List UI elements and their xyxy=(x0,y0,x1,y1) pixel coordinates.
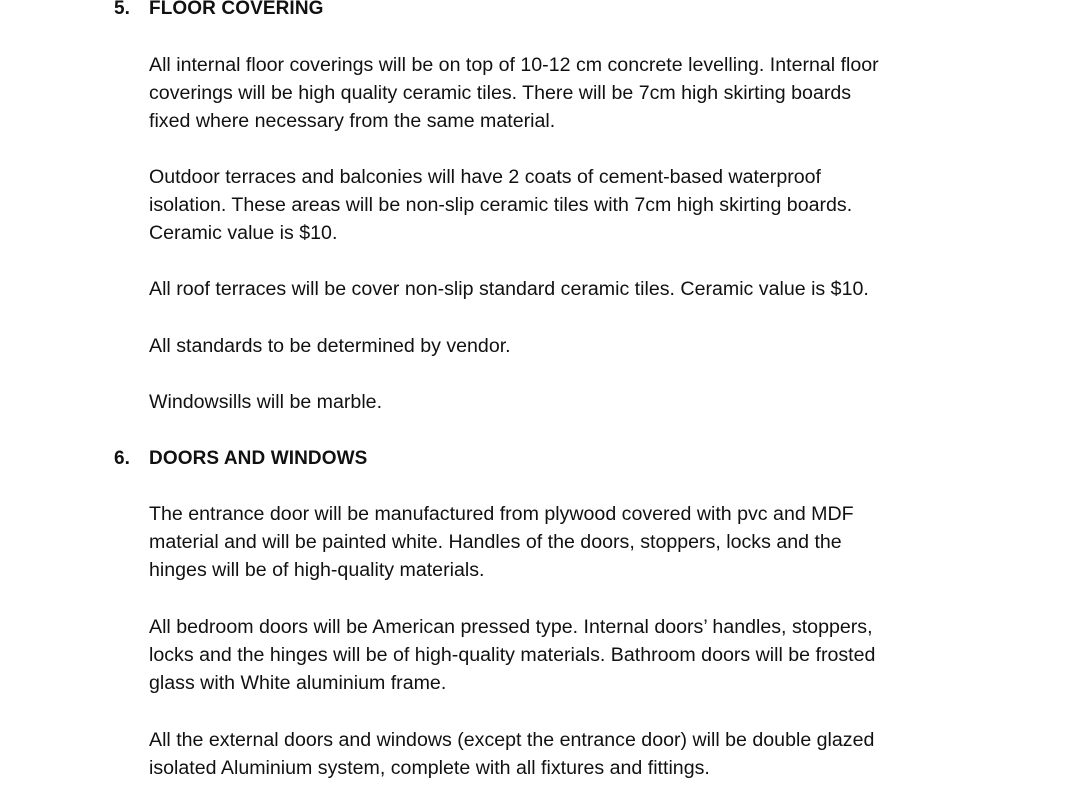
section-number: 5. xyxy=(114,0,131,19)
text-line: coverings will be high quality ceramic tiles. There will be 7cm high skirting boards xyxy=(149,82,852,104)
paragraph-windowsills xyxy=(149,388,964,416)
text-line: material and will be painted white. Handles of the doors, stoppers, locks and the xyxy=(149,531,842,553)
section-number: 6. xyxy=(114,448,131,469)
section-heading-floor-covering xyxy=(114,0,324,21)
text-line: locks and the hinges will be of high-quality materials. Bathroom doors will be frosted xyxy=(149,644,876,666)
paragraph-outdoor-terraces xyxy=(149,163,964,247)
text-line: The entrance door will be manufactured from plywood covered with pvc and MDF xyxy=(149,503,854,525)
paragraph-roof-terraces xyxy=(149,275,964,303)
text-line: All the external doors and windows (except the entrance door) will be double glazed xyxy=(149,729,875,751)
text-line: Outdoor terraces and balconies will have 2 coats of cement-based waterproof xyxy=(149,166,821,188)
text-line: All bedroom doors will be American pressed type. Internal doors’ handles, stoppers, xyxy=(149,616,873,638)
paragraph-external-doors-windows xyxy=(149,726,964,782)
text-line: isolated Aluminium system, complete with all fixtures and fittings. xyxy=(149,757,710,779)
paragraph-internal-floor xyxy=(149,51,964,135)
section-title: FLOOR COVERING xyxy=(149,0,324,19)
section-title: DOORS AND WINDOWS xyxy=(149,448,368,469)
paragraph-standards xyxy=(149,332,964,360)
text-line: All internal floor coverings will be on top of 10-12 cm concrete levelling. Internal floor xyxy=(149,54,879,76)
text-line: All roof terraces will be cover non-slip standard ceramic tiles. Ceramic value is $10. xyxy=(149,278,869,300)
text-line: fixed where necessary from the same material. xyxy=(149,110,556,132)
text-line: Windowsills will be marble. xyxy=(149,391,383,413)
text-line: Ceramic value is $10. xyxy=(149,222,338,244)
text-line: isolation. These areas will be non-slip ceramic tiles with 7cm high skirting boards. xyxy=(149,194,853,216)
paragraph-entrance-door xyxy=(149,500,964,584)
paragraph-bedroom-doors xyxy=(149,613,964,697)
text-line: glass with White aluminium frame. xyxy=(149,672,447,694)
text-line: All standards to be determined by vendor. xyxy=(149,335,511,357)
text-line: hinges will be of high-quality materials. xyxy=(149,559,485,581)
section-heading-doors-and-windows xyxy=(114,447,367,471)
